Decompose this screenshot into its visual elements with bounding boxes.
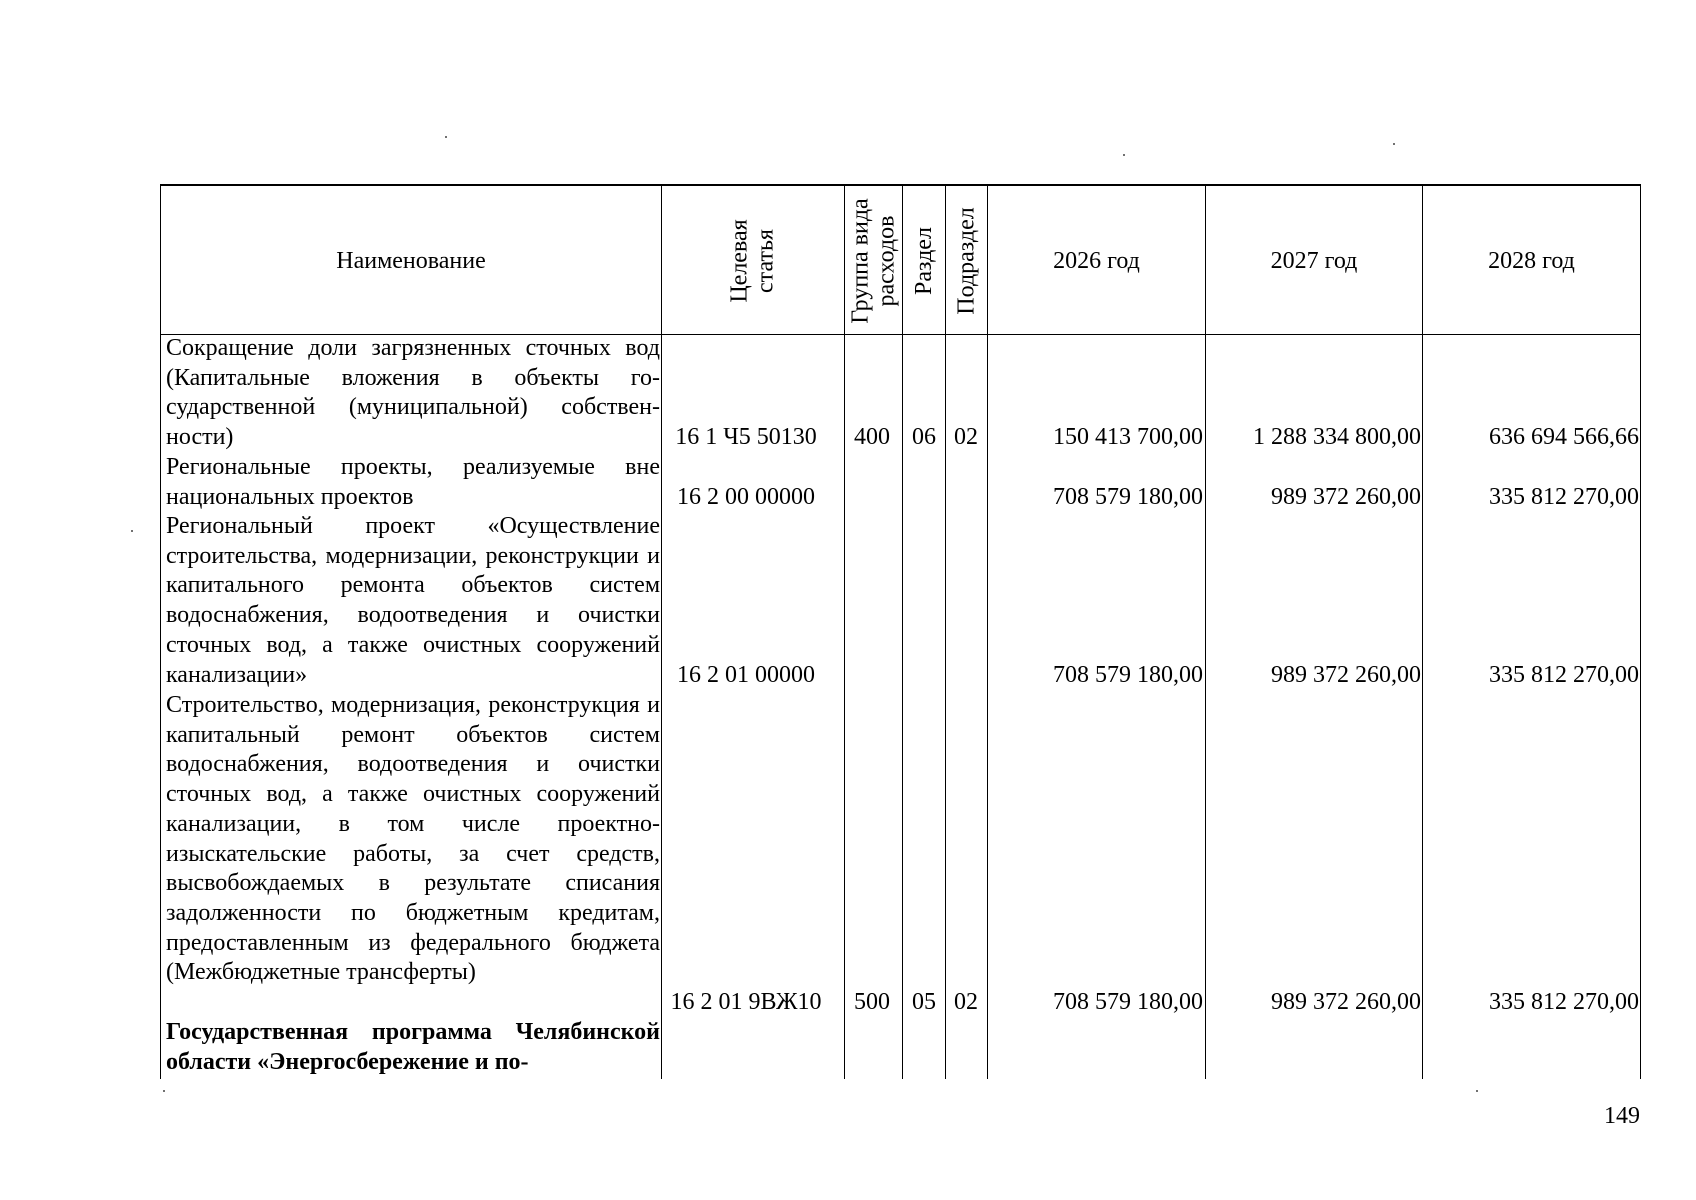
row-1-name: Сокращение доли загрязненных сточных вод (Капитальные вложения в объекты государственной (муниципальной) собственности) bbox=[166, 335, 660, 451]
row-1-code: 16 1 Ч5 50130 bbox=[675, 424, 817, 450]
row-4-2027: 989 372 260,00 bbox=[1271, 989, 1421, 1015]
header-subsection-text: Подраздел bbox=[953, 207, 980, 315]
header-target-article-line1: Целевая bbox=[726, 219, 753, 303]
scan-speck bbox=[1393, 143, 1395, 145]
scan-speck bbox=[445, 136, 447, 138]
header-expense-group-line1: Группа вида bbox=[847, 198, 874, 324]
row-3-name: Региональный проект «Осуществление строительства, модернизации, реконструкции и капитального ремонта объектов систем водоснабжения, водоотведения и очистки сточных вод, а также очистных сооружений канализации» bbox=[166, 513, 660, 688]
row-4-subsection: 02 bbox=[954, 989, 978, 1015]
scan-speck bbox=[131, 530, 133, 532]
header-section bbox=[903, 187, 945, 335]
header-subsection bbox=[946, 187, 987, 335]
row-1-group: 400 bbox=[854, 424, 890, 450]
scan-speck bbox=[163, 1090, 165, 1092]
row-3-2027: 989 372 260,00 bbox=[1271, 662, 1421, 688]
row-4-name: Строительство, модернизация, реконструкция и капитальный ремонт объектов систем водоснабжения, водоотведения и очистки сточных вод, а также очистных сооружений канализации, в том числе проектно-изыскательские работы, за счет средств, высвобождаемых в результате списания задолженности по бюджетным кредитам, предоставленным из федерального бюджета (Межбюджетные трансферты) bbox=[166, 692, 660, 986]
row-1-2027: 1 288 334 800,00 bbox=[1253, 424, 1421, 450]
header-year-2028-text: 2028 год bbox=[1488, 248, 1575, 274]
row-4-section: 05 bbox=[912, 989, 936, 1015]
header-year-2026-text: 2026 год bbox=[1053, 248, 1140, 274]
header-name bbox=[161, 187, 661, 335]
row-3-code: 16 2 01 00000 bbox=[677, 662, 815, 688]
row-2-code: 16 2 00 00000 bbox=[677, 484, 815, 510]
row-4-code: 16 2 01 9ВЖ10 bbox=[670, 989, 822, 1015]
page-number: 149 bbox=[1604, 1103, 1640, 1129]
header-year-2026 bbox=[988, 187, 1205, 335]
header-year-2027-text: 2027 год bbox=[1270, 248, 1358, 274]
row-1-section: 06 bbox=[912, 424, 936, 450]
header-expense-group-line2: расходов bbox=[873, 215, 900, 307]
header-target-article-line2: статья bbox=[752, 229, 779, 293]
table-top-border bbox=[160, 184, 1641, 186]
scan-speck bbox=[1476, 1090, 1478, 1092]
row-4-2026: 708 579 180,00 bbox=[1053, 989, 1203, 1015]
row-1-subsection: 02 bbox=[954, 424, 978, 450]
row-2-2028: 335 812 270,00 bbox=[1489, 484, 1639, 510]
row-3-2026: 708 579 180,00 bbox=[1053, 662, 1203, 688]
row-1-2026: 150 413 700,00 bbox=[1053, 424, 1203, 450]
header-name-text: Наименование bbox=[336, 248, 486, 274]
scan-speck bbox=[1123, 154, 1125, 156]
row-4-2028: 335 812 270,00 bbox=[1489, 989, 1639, 1015]
header-expense-group bbox=[845, 187, 902, 335]
row-2-2027: 989 372 260,00 bbox=[1271, 484, 1421, 510]
header-target-article bbox=[662, 187, 844, 335]
row-2-name: Региональные проекты, реализуемые вне национальных проектов bbox=[166, 454, 660, 510]
row-1-2028: 636 694 566,66 bbox=[1489, 424, 1639, 450]
header-year-2028 bbox=[1423, 187, 1640, 335]
header-year-2027 bbox=[1206, 187, 1422, 335]
row-2-2026: 708 579 180,00 bbox=[1053, 484, 1203, 510]
row-3-2028: 335 812 270,00 bbox=[1489, 662, 1639, 688]
row-4-group: 500 bbox=[854, 989, 890, 1015]
table-right-border bbox=[1640, 184, 1641, 1079]
header-section-text: Раздел bbox=[911, 227, 938, 295]
row-5-name: Государственная программа Челябинской области «Энергосбережение и по- bbox=[166, 1019, 660, 1075]
